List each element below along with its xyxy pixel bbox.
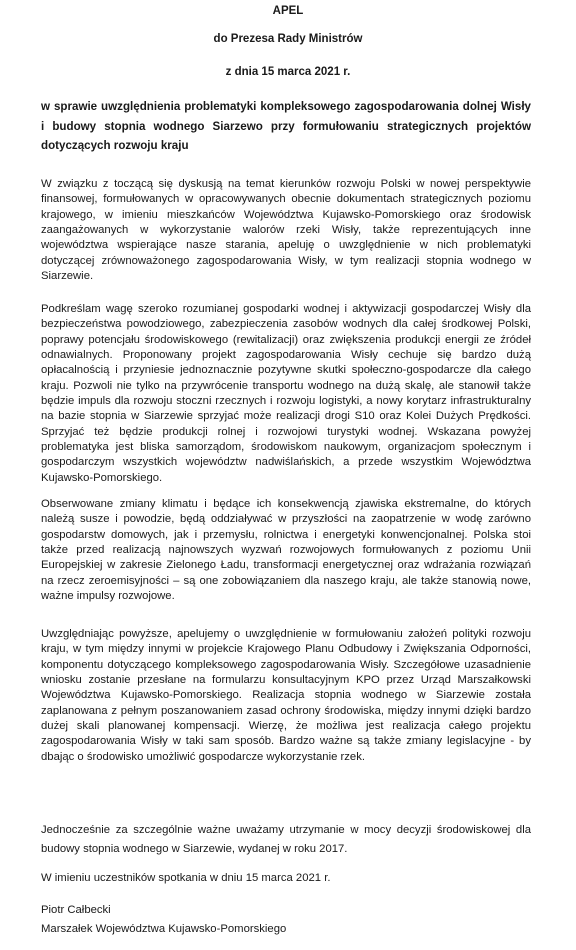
- paragraph-5: Jednocześnie za szczególnie ważne uważamy utrzymanie w mocy decyzji środowiskowej dla budowy stopnia wodnego w Siarzewie, wydanej w roku 2017.: [41, 824, 531, 855]
- paragraph-2: Podkreślam wagę szeroko rozumianej gospodarki wodnej i aktywizacji gospodarczej Wisły dla bezpieczeństwa powodziowego, zabezpieczenia zasobów wodnych dla całej środkowej Polski, poprawy potencjału środowiskowego (rewitalizacji) oraz zwiększenia produkcji energii ze źródeł odnawialnych. Proponowany projekt zagospodarowania Wisły cechuje się bardzo dużą opłacalnością i przyniesie jednoznacznie pozytywne skutki społeczno-gospodarcze dla całego kraju. Pozwoli nie tylko na przywrócenie transportu wodnego na dużą skalę, ale stanowił także będzie impuls dla rozwoju stoczni rzecznych i rozwoju logistyki, a nowy korytarz infrastrukturalny na bazie stopnia w Siarzewie sprzyjać może realizacji drogi S10 oraz Kolei Dużych Prędkości. Sprzyjać też będzie produkcji rolnej i rozwojowi turystyki wodnej. Wskazana powyżej problematyka jest bliska samorządom, środowiskom naukowym, organizacjom społecznym i gospodarczym wszystkich województw nadwiślańskich, a przede wszystkim Województwa Kujawsko-Pomorskiego.: [41, 303, 531, 484]
- closing-line: W imieniu uczestników spotkania w dniu 15 marca 2021 r.: [41, 872, 331, 884]
- paragraph-3: Obserwowane zmiany klimatu i będące ich konsekwencją zjawiska ekstremalne, do których należą susze i powodzie, będą oddziaływać w przyszłości na zaopatrzenie w wodę zarówno gospodarstw domowych, jak i przemysłu, rolnictwa i energetyki konwencjonalnej. Polska stoi także przed realizacją najnowszych wyzwań rozwojowych formułowanych z poziomu Unii Europejskiej w zakresie Zielonego Ładu, transformacji energetycznej oraz wdrażania rozwiązań na rzecz zeroemisyjności – są one zobowiązaniem dla naszego kraju, ale także stanowią nowe, ważne impulsy rozwojowe.: [41, 498, 531, 603]
- signatory-name: Piotr Całbecki: [41, 904, 111, 916]
- signatory-title: Marszałek Województwa Kujawsko-Pomorskiego: [41, 923, 287, 935]
- paragraph-4: Uwzględniając powyższe, apelujemy o uwzględnienie w formułowaniu założeń polityki rozwoju kraju, w tym między innymi w projekcie Krajowego Planu Odbudowy i Zwiększania Odporności, komponentu dotyczącego kompleksowego zagospodarowania Wisły. Szczegółowe uzasadnienie wniosku zostanie przesłane na formularzu konsultacyjnym KPO przez Urząd Marszałkowski Województwa Kujawsko-Pomorskiego. Realizacja stopnia wodnego w Siarzewie została zaplanowana z pełnym poszanowaniem zasad ochrony środowiska, między innymi dzięki bardzo dużej skali planowanej kompensacji. Wierzę, że możliwa jest realizacja całego projektu zagospodarowania Wisły w taki sam sposób. Bardzo ważne są także zmiany legislacyjne - by dbając o środowisko umożliwić gospodarcze wykorzystanie rzek.: [41, 628, 531, 763]
- paragraph-1: W związku z toczącą się dyskusją na temat kierunków rozwoju Polski w nowej perspektywie finansowej, formułowanych w opracowywanych obecnie dokumentach strategicznych poziomu krajowego, w imieniu mieszkańców Województwa Kujawsko-Pomorskiego oraz środowisk zaangażowanych w wykorzystanie walorów rzeki Wisły, także reprezentujących inne województwa wspierające nasze starania, apeluję o uwzględnienie w nich problematyki dotyczącej zrównoważonego zagospodarowania Wisły, w tym realizacji stopnia wodnego w Siarzewie.: [41, 178, 531, 283]
- subject-heading: w sprawie uwzględnienia problematyki kompleksowego zagospodarowania dolnej Wisły i budowy stopnia wodnego Siarzewo przy formułowaniu strategicznych projektów dotyczących rozwoju kraju: [41, 100, 531, 152]
- document-title: APEL: [272, 5, 304, 17]
- date-line: z dnia 15 marca 2021 r.: [225, 66, 351, 78]
- addressee-line: do Prezesa Rady Ministrów: [213, 33, 363, 45]
